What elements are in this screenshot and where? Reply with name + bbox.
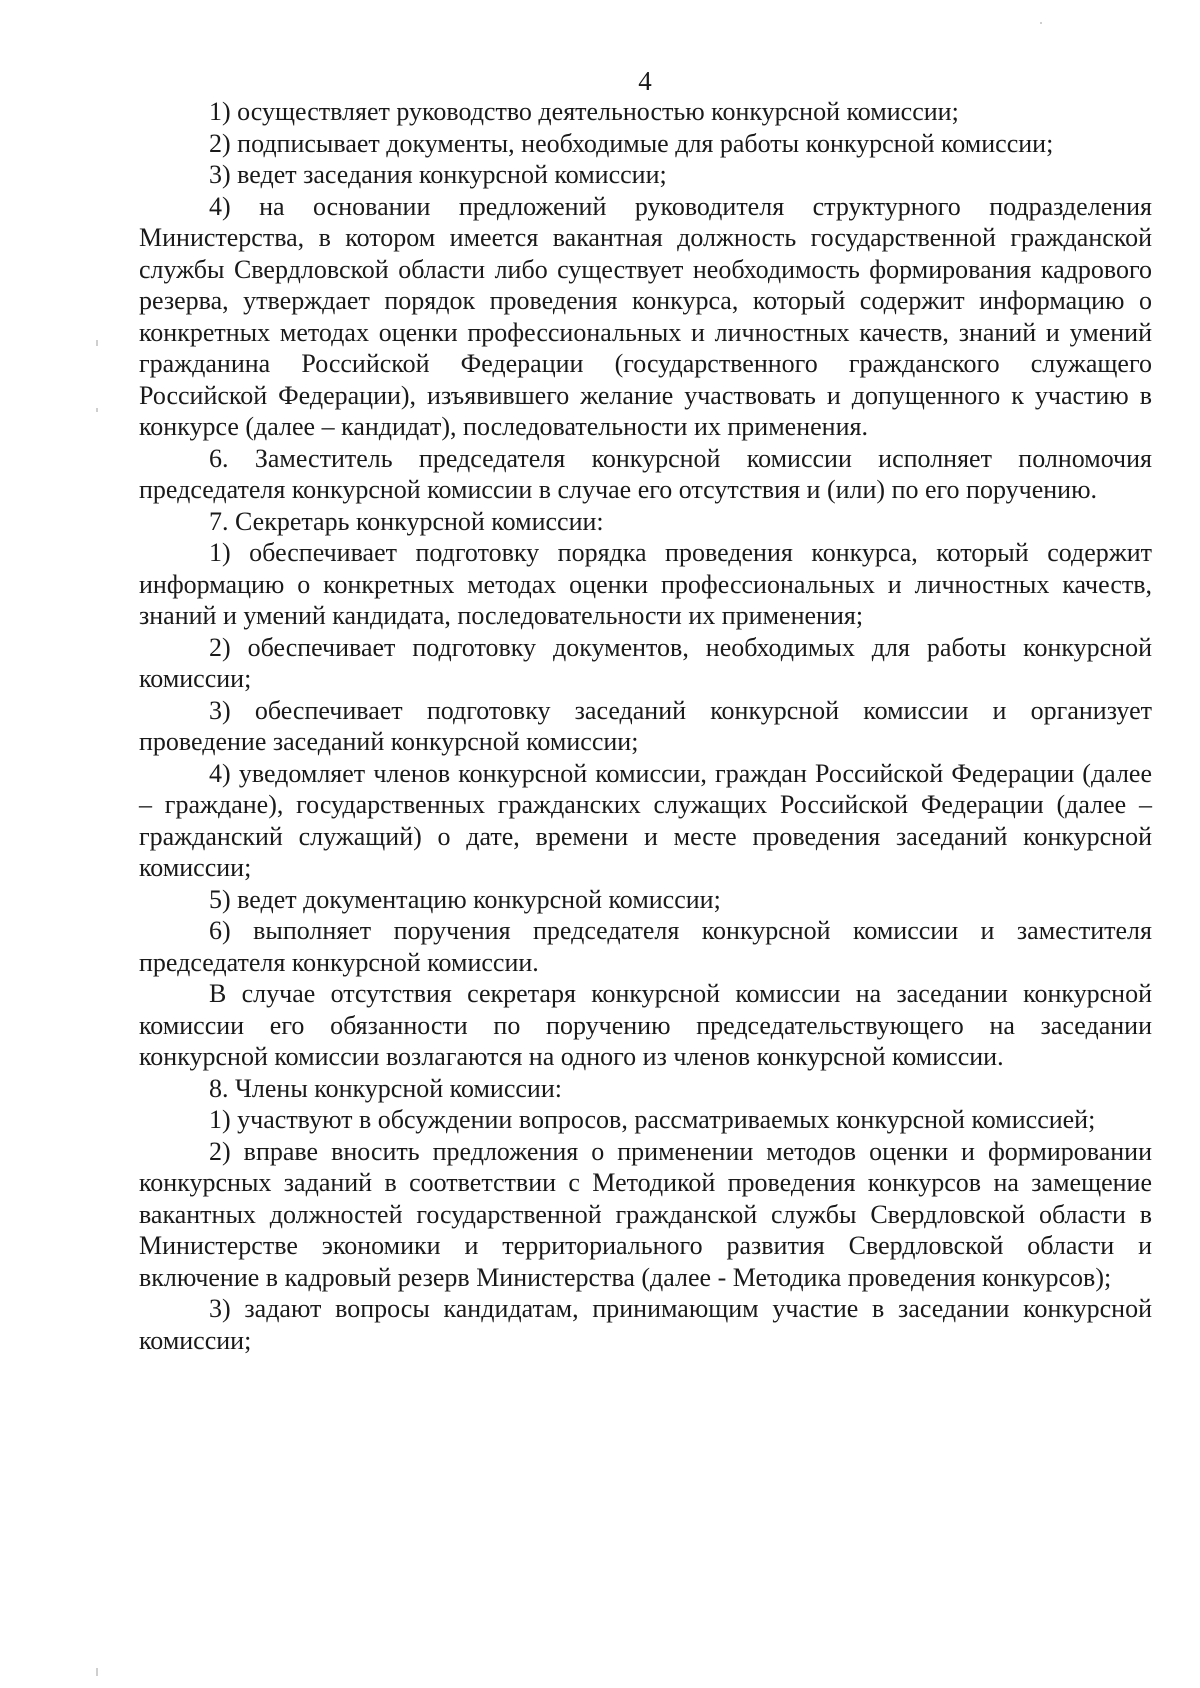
paragraph-4: 4) на основании предложений руководителя структурного подразделения Министерства, в котором имеется вакантная должность государственной гражданской службы Свердловской области либо существует необходимость формирования кадрового резерва, утверждает порядок проведения конкурса, который содержит информацию о конкретных методах оценки профессиональных и личностных качеств, знаний и умений гражданина Российской Федерации (государственного гражданского служащего Российской Федерации), изъявившего желание участвовать и допущенного к участию в конкурсе (далее – кандидат), последовательности их применения. xyxy=(139,191,1152,441)
page-number: 4 xyxy=(638,66,652,96)
paragraph-2: 2) подписывает документы, необходимые для работы конкурсной комиссии; xyxy=(209,128,1054,158)
scan-mark xyxy=(96,340,98,346)
paragraph-7: 1) обеспечивает подготовку порядка проведения конкурса, который содержит информацию о конкретных методах оценки профессиональных и личностных качеств, знаний и умений кандидата, последовательности их применения; xyxy=(139,538,1152,630)
paragraph-3: 3) ведет заседания конкурсной комиссии; xyxy=(209,160,667,189)
paragraph-14: 8. Члены конкурсной комиссии: xyxy=(209,1073,562,1103)
scan-mark xyxy=(96,1668,98,1676)
scan-mark xyxy=(1040,22,1042,24)
paragraph-15: 1) участвуют в обсуждении вопросов, рассматриваемых конкурсной комиссией; xyxy=(209,1105,1096,1134)
paragraph-1: 1) осуществляет руководство деятельностью конкурсной комиссии; xyxy=(209,97,959,126)
paragraph-6: 7. Секретарь конкурсной комиссии: xyxy=(209,506,604,536)
paragraph-5: 6. Заместитель председателя конкурсной комиссии исполняет полномочия председателя конкурсной комиссии в случае его отсутствия и (или) по его поручению. xyxy=(139,443,1152,504)
paragraph-16: 2) вправе вносить предложения о применении методов оценки и формировании конкурсных заданий в соответствии с Методикой проведения конкурсов на замещение вакантных должностей государственной гражданской службы Свердловской области в Министерстве экономики и территориального развития Свердловской области и включение в кадровый резерв Министерства (далее - Методика проведения конкурсов); xyxy=(139,1136,1152,1292)
scan-mark xyxy=(96,408,98,412)
paragraph-13: В случае отсутствия секретаря конкурсной комиссии на заседании конкурсной комиссии его обязанности по поручению председательствующего на заседании конкурсной комиссии возлагаются на одного из членов конкурсной комиссии. xyxy=(139,979,1152,1071)
paragraph-17: 3) задают вопросы кандидатам, принимающим участие в заседании конкурсной комиссии; xyxy=(139,1294,1152,1355)
document-body xyxy=(139,96,1152,1356)
paragraph-12: 6) выполняет поручения председателя конкурсной комиссии и заместителя председателя конкурсной комиссии. xyxy=(139,916,1152,977)
paragraph-8: 2) обеспечивает подготовку документов, необходимых для работы конкурсной комиссии; xyxy=(139,632,1152,693)
paragraph-10: 4) уведомляет членов конкурсной комиссии, граждан Российской Федерации (далее – граждане), государственных гражданских служащих Российской Федерации (далее – гражданский служащий) о дате, времени и месте проведения заседаний конкурсной комиссии; xyxy=(139,758,1152,882)
paragraph-11: 5) ведет документацию конкурсной комиссии; xyxy=(209,884,721,914)
paragraph-9: 3) обеспечивает подготовку заседаний конкурсной комиссии и организует проведение заседаний конкурсной комиссии; xyxy=(139,695,1152,756)
